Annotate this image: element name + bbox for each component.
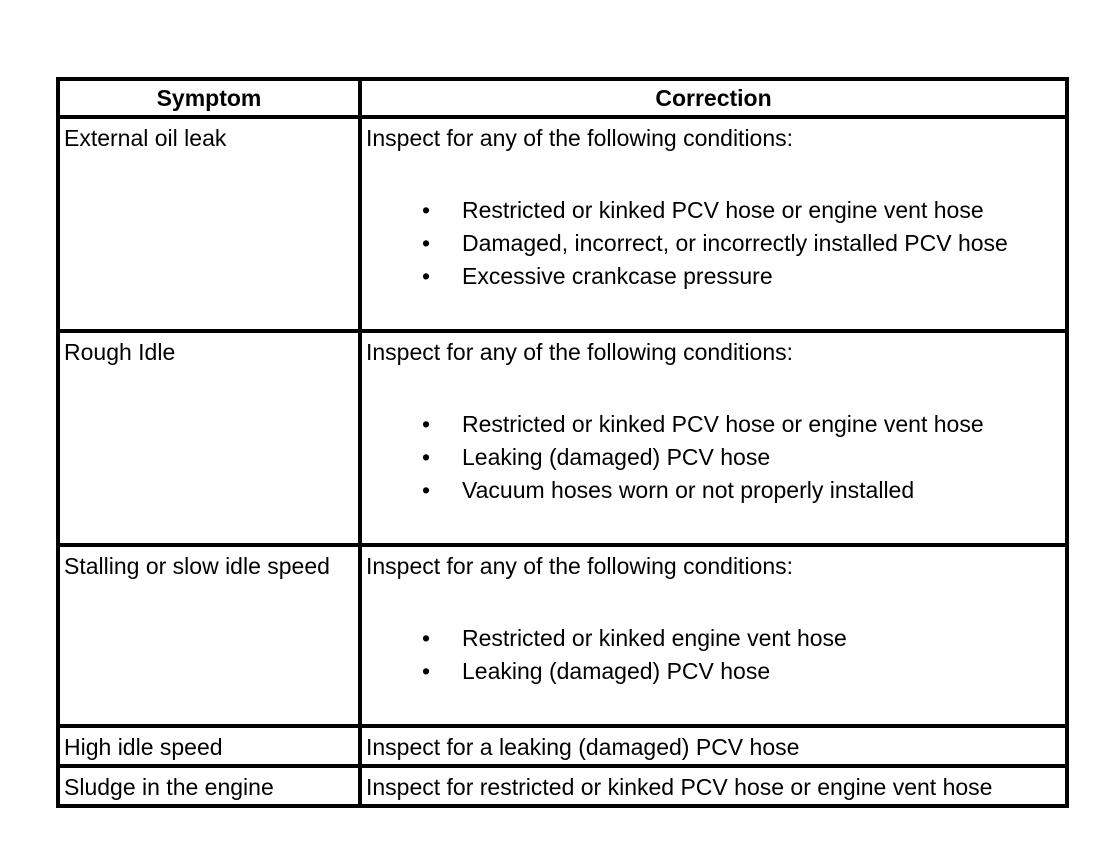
list-item-text: Damaged, incorrect, or incorrectly installed PCV hose	[462, 230, 1008, 256]
header-correction: Correction	[360, 79, 1067, 117]
symptom-text: Sludge in the engine	[64, 774, 274, 800]
list-item	[362, 260, 1065, 293]
diagnosis-table-container	[56, 77, 1069, 808]
correction-cell	[360, 545, 1067, 726]
list-item	[362, 408, 1065, 441]
list-item-text: Leaking (damaged) PCV hose	[462, 658, 771, 684]
list-item	[362, 622, 1065, 655]
list-item-text: Restricted or kinked PCV hose or engine vent hose	[462, 411, 984, 437]
symptom-text: Rough Idle	[64, 339, 176, 365]
list-item	[362, 194, 1065, 227]
correction-cell	[360, 726, 1067, 766]
list-item-text: Restricted or kinked PCV hose or engine vent hose	[462, 197, 984, 223]
symptom-cell	[58, 117, 360, 331]
symptom-cell	[58, 766, 360, 806]
bullet-icon: •	[421, 658, 431, 684]
correction-intro: Inspect for any of the following conditions:	[366, 339, 794, 365]
table-row	[58, 766, 1067, 806]
correction-intro: Inspect for any of the following conditions:	[366, 553, 794, 579]
symptom-cell	[58, 331, 360, 545]
condition-list	[362, 408, 1065, 507]
table-row	[58, 726, 1067, 766]
bullet-icon: •	[421, 197, 431, 223]
header-symptom: Symptom	[58, 79, 360, 117]
bullet-icon: •	[421, 477, 431, 503]
symptom-cell	[58, 545, 360, 726]
bullet-icon: •	[421, 263, 431, 289]
symptom-cell	[58, 726, 360, 766]
correction-cell	[360, 331, 1067, 545]
list-item-text: Leaking (damaged) PCV hose	[462, 444, 771, 470]
correction-intro: Inspect for any of the following conditions:	[366, 125, 794, 151]
bullet-icon: •	[421, 411, 431, 437]
table-row	[58, 117, 1067, 331]
correction-intro: Inspect for restricted or kinked PCV hose or engine vent hose	[366, 774, 993, 800]
list-item-text: Restricted or kinked engine vent hose	[462, 625, 847, 651]
list-item	[362, 441, 1065, 474]
bullet-icon: •	[421, 230, 431, 256]
correction-cell	[360, 766, 1067, 806]
symptom-text: Stalling or slow idle speed	[64, 553, 330, 579]
symptom-text: External oil leak	[64, 125, 227, 151]
list-item-text: Excessive crankcase pressure	[462, 263, 773, 289]
bullet-icon: •	[421, 444, 431, 470]
correction-cell	[360, 117, 1067, 331]
list-item	[362, 655, 1065, 688]
table-header-row	[58, 79, 1067, 117]
bullet-icon: •	[421, 625, 431, 651]
table-row	[58, 545, 1067, 726]
condition-list	[362, 194, 1065, 293]
list-item	[362, 474, 1065, 507]
correction-intro: Inspect for a leaking (damaged) PCV hose	[366, 734, 800, 760]
list-item	[362, 227, 1065, 260]
symptom-text: High idle speed	[64, 734, 223, 760]
symptom-correction-table	[56, 77, 1069, 808]
table-row	[58, 331, 1067, 545]
list-item-text: Vacuum hoses worn or not properly installed	[462, 477, 915, 503]
condition-list	[362, 622, 1065, 688]
